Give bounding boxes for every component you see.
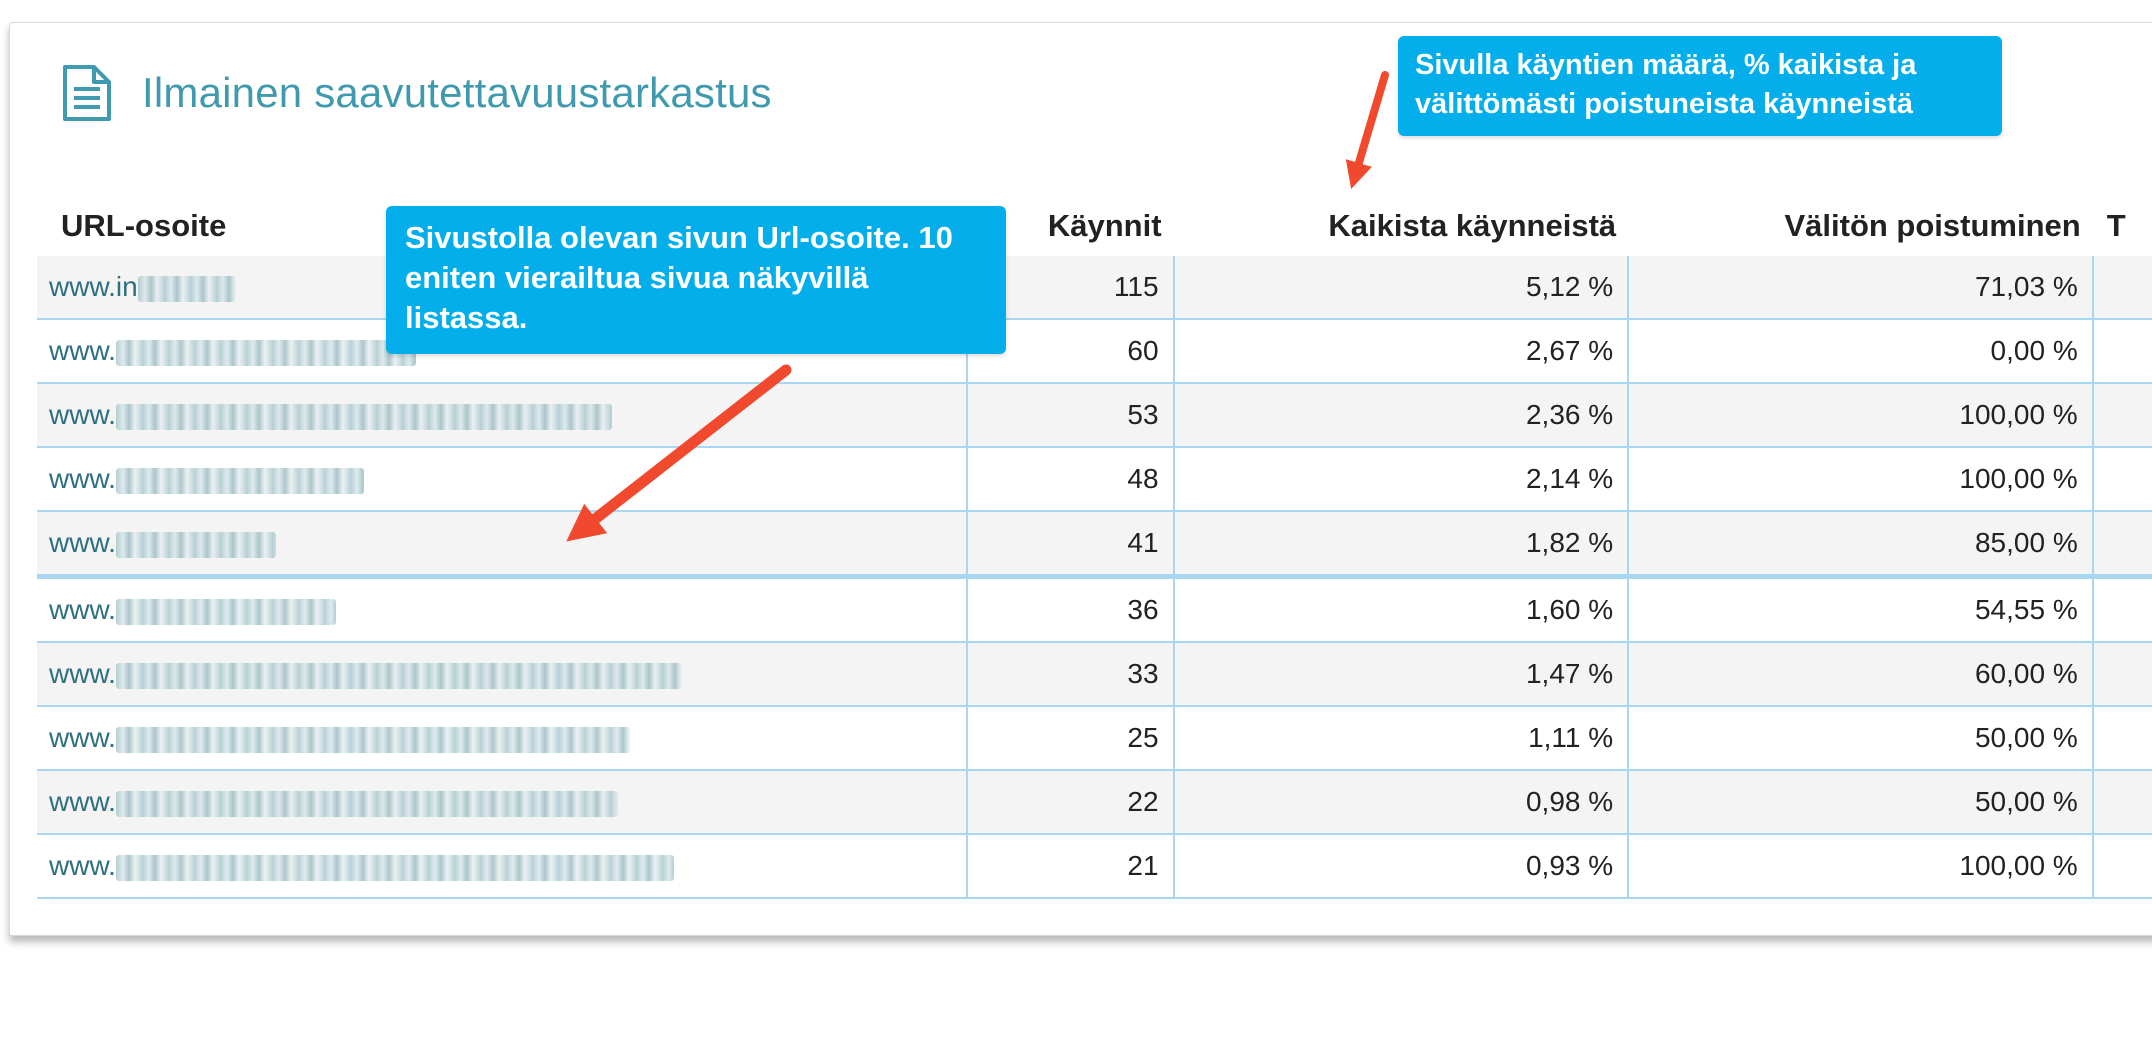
bounce-cell: 0,00 % bbox=[1628, 319, 2093, 383]
share-cell: 1,11 % bbox=[1174, 706, 1629, 770]
redacted-url-blur bbox=[116, 791, 618, 817]
bounce-cell: 54,55 % bbox=[1628, 577, 2093, 643]
visits-cell: 33 bbox=[967, 642, 1173, 706]
visits-cell: 22 bbox=[967, 770, 1173, 834]
table-row bbox=[37, 834, 2152, 898]
redacted-url-blur bbox=[116, 855, 674, 881]
panel-header bbox=[62, 63, 772, 123]
url-text[interactable]: www. bbox=[49, 594, 116, 625]
cut-cell bbox=[2093, 256, 2152, 319]
visits-cell: 48 bbox=[967, 447, 1173, 511]
bounce-cell: 100,00 % bbox=[1628, 834, 2093, 898]
column-header-bounce[interactable]: Välitön poistuminen bbox=[1784, 208, 2081, 243]
table-row bbox=[37, 319, 2152, 383]
url-text[interactable]: www. bbox=[49, 850, 116, 881]
url-cell[interactable] bbox=[37, 834, 967, 898]
cut-cell bbox=[2093, 706, 2152, 770]
share-cell: 2,36 % bbox=[1174, 383, 1629, 447]
redacted-url-blur bbox=[116, 532, 276, 558]
visits-cell: 53 bbox=[967, 383, 1173, 447]
cut-cell bbox=[2093, 383, 2152, 447]
share-cell: 2,14 % bbox=[1174, 447, 1629, 511]
cut-cell bbox=[2093, 447, 2152, 511]
bounce-cell: 50,00 % bbox=[1628, 706, 2093, 770]
visits-cell: 36 bbox=[967, 577, 1173, 643]
table-row bbox=[37, 706, 2152, 770]
redacted-url-blur bbox=[116, 727, 630, 753]
url-text[interactable]: www. bbox=[49, 527, 116, 558]
column-header-cut[interactable]: T bbox=[2106, 208, 2126, 243]
cut-cell bbox=[2093, 319, 2152, 383]
url-text[interactable]: www. bbox=[49, 335, 116, 366]
visits-cell: 115 bbox=[967, 256, 1173, 319]
bounce-cell: 50,00 % bbox=[1628, 770, 2093, 834]
share-cell: 2,67 % bbox=[1174, 319, 1629, 383]
url-text[interactable]: www. bbox=[49, 399, 116, 430]
share-cell: 1,60 % bbox=[1174, 577, 1629, 643]
callout-url-explanation: Sivustolla olevan sivun Url-osoite. 10 eniten vierailtua sivua näkyvillä listassa. bbox=[386, 206, 1006, 354]
share-cell: 0,93 % bbox=[1174, 834, 1629, 898]
redacted-url-blur bbox=[116, 404, 612, 430]
cut-cell bbox=[2093, 834, 2152, 898]
url-text[interactable]: www.in bbox=[49, 271, 138, 302]
url-cell[interactable] bbox=[37, 706, 967, 770]
url-text[interactable]: www. bbox=[49, 463, 116, 494]
url-text[interactable]: www. bbox=[49, 722, 116, 753]
redacted-url-blur bbox=[116, 599, 336, 625]
table-row bbox=[37, 770, 2152, 834]
table-row bbox=[37, 511, 2152, 577]
redacted-url-blur bbox=[116, 468, 364, 494]
table-row bbox=[37, 447, 2152, 511]
bounce-cell: 71,03 % bbox=[1628, 256, 2093, 319]
redacted-url-blur bbox=[116, 340, 416, 366]
cut-cell bbox=[2093, 577, 2152, 643]
share-cell: 5,12 % bbox=[1174, 256, 1629, 319]
table-row bbox=[37, 256, 2152, 319]
table-row bbox=[37, 383, 2152, 447]
callout-metrics-explanation: Sivulla käyntien määrä, % kaikista ja välittömästi poistuneista käynneistä bbox=[1398, 36, 2002, 136]
url-cell[interactable] bbox=[37, 770, 967, 834]
visits-cell: 60 bbox=[967, 319, 1173, 383]
cut-cell bbox=[2093, 642, 2152, 706]
redacted-url-blur bbox=[116, 663, 682, 689]
panel-title: Ilmainen saavutettavuustarkastus bbox=[142, 69, 772, 116]
redacted-url-blur bbox=[138, 276, 236, 302]
document-icon bbox=[62, 64, 112, 122]
bounce-cell: 85,00 % bbox=[1628, 511, 2093, 577]
bounce-cell: 100,00 % bbox=[1628, 383, 2093, 447]
bounce-cell: 100,00 % bbox=[1628, 447, 2093, 511]
url-cell[interactable] bbox=[37, 577, 967, 643]
share-cell: 1,82 % bbox=[1174, 511, 1629, 577]
bounce-cell: 60,00 % bbox=[1628, 642, 2093, 706]
url-cell[interactable] bbox=[37, 642, 967, 706]
url-cell[interactable] bbox=[37, 447, 967, 511]
column-header-share[interactable]: Kaikista käynneistä bbox=[1328, 208, 1617, 243]
table-header-row bbox=[37, 170, 2152, 256]
table-row bbox=[37, 577, 2152, 643]
column-header-url[interactable]: URL-osoite bbox=[61, 208, 227, 243]
visits-cell: 41 bbox=[967, 511, 1173, 577]
url-text[interactable]: www. bbox=[49, 658, 116, 689]
share-cell: 1,47 % bbox=[1174, 642, 1629, 706]
share-cell: 0,98 % bbox=[1174, 770, 1629, 834]
url-cell[interactable] bbox=[37, 383, 967, 447]
visits-cell: 25 bbox=[967, 706, 1173, 770]
url-text[interactable]: www. bbox=[49, 786, 116, 817]
table-row bbox=[37, 642, 2152, 706]
cut-cell bbox=[2093, 770, 2152, 834]
column-header-visits[interactable]: Käynnit bbox=[1047, 208, 1162, 243]
visits-cell: 21 bbox=[967, 834, 1173, 898]
top-pages-table bbox=[37, 170, 2152, 899]
cut-cell bbox=[2093, 511, 2152, 577]
url-cell[interactable] bbox=[37, 511, 967, 577]
